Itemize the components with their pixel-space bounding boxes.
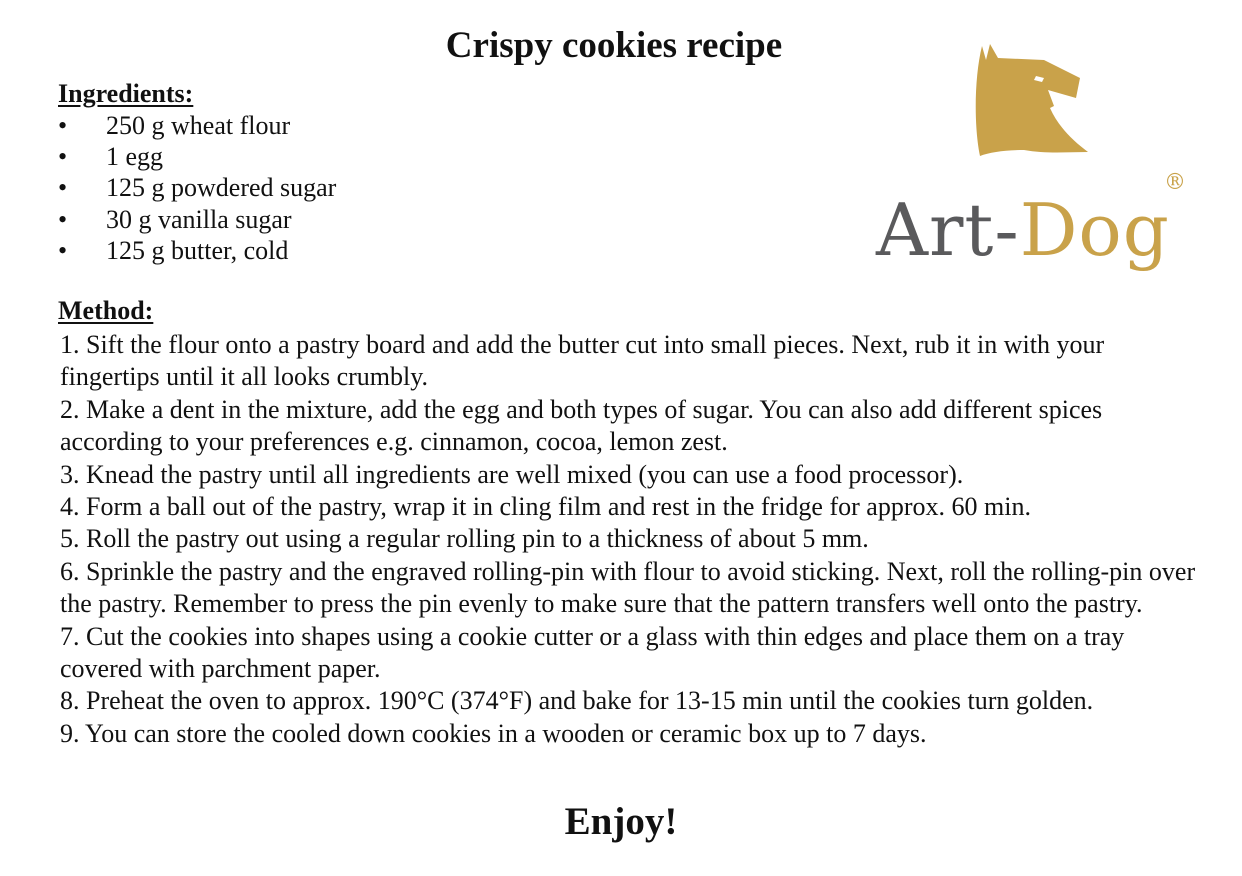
ingredient-item [58,235,336,266]
ingredient-text: 125 g butter, cold [106,235,289,265]
ingredient-text: 125 g powdered sugar [106,173,337,203]
ingredient-text: 250 g wheat flour [106,111,291,140]
method-step: 6. Sprinkle the pastry and the engraved rolling-pin with flour to avoid sticking. Next, roll the rolling-pin over the pastry. Remember to press the pin evenly to make sure that the pattern transfers well onto the pastry. [60,556,1196,619]
method-step: 5. Roll the pastry out using a regular rolling pin to a thickness of about 5 mm. [60,524,869,554]
bullet: • [58,204,68,234]
bullet: • [58,235,68,265]
method-step: 8. Preheat the oven to approx. 190°C (374°F) and bake for 13-15 min until the cookies turn golden. [60,686,1094,716]
brand-wordmark-dog: Dog [1019,188,1170,272]
page-title: Crispy cookies recipe [445,25,783,66]
dog-head-icon [972,38,1090,158]
ingredient-item [58,204,336,235]
ingredient-item [58,110,336,141]
brand-wordmark [876,190,1170,270]
ingredient-item [58,172,336,203]
method-steps [60,329,1200,750]
method-step: 3. Knead the pastry until all ingredients are well mixed (you can use a food processor). [60,459,964,489]
method-step: 4. Form a ball out of the pastry, wrap it in cling film and rest in the fridge for approx. 60 min. [60,492,1031,522]
ingredient-text: 30 g vanilla sugar [106,204,292,234]
bullet: • [58,111,68,140]
method-step: 9. You can store the cooled down cookies in a wooden or ceramic box up to 7 days. [60,718,927,748]
ingredient-item [58,141,336,172]
ingredients-list [58,110,336,266]
method-heading: Method: [58,296,154,325]
closing-text: Enjoy! [564,800,678,843]
method-step: 2. Make a dent in the mixture, add the egg and both types of sugar. You can also add different spices according to your preferences e.g. cinnamon, cocoa, lemon zest. [60,394,1103,457]
bullet: • [58,142,68,172]
brand-wordmark-art: Art- [876,188,1020,272]
brand-logo [872,38,1192,272]
registered-mark: ® [1164,170,1186,195]
method-step: 1. Sift the flour onto a pastry board and add the butter cut into small pieces. Next, rub it in with your fingertips until it all looks crumbly. [60,330,1105,392]
bullet: • [58,173,68,203]
ingredients-heading: Ingredients: [58,79,194,108]
ingredient-text: 1 egg [106,142,164,172]
method-step: 7. Cut the cookies into shapes using a cookie cutter or a glass with thin edges and place them on a tray covered with parchment paper. [60,621,1125,684]
